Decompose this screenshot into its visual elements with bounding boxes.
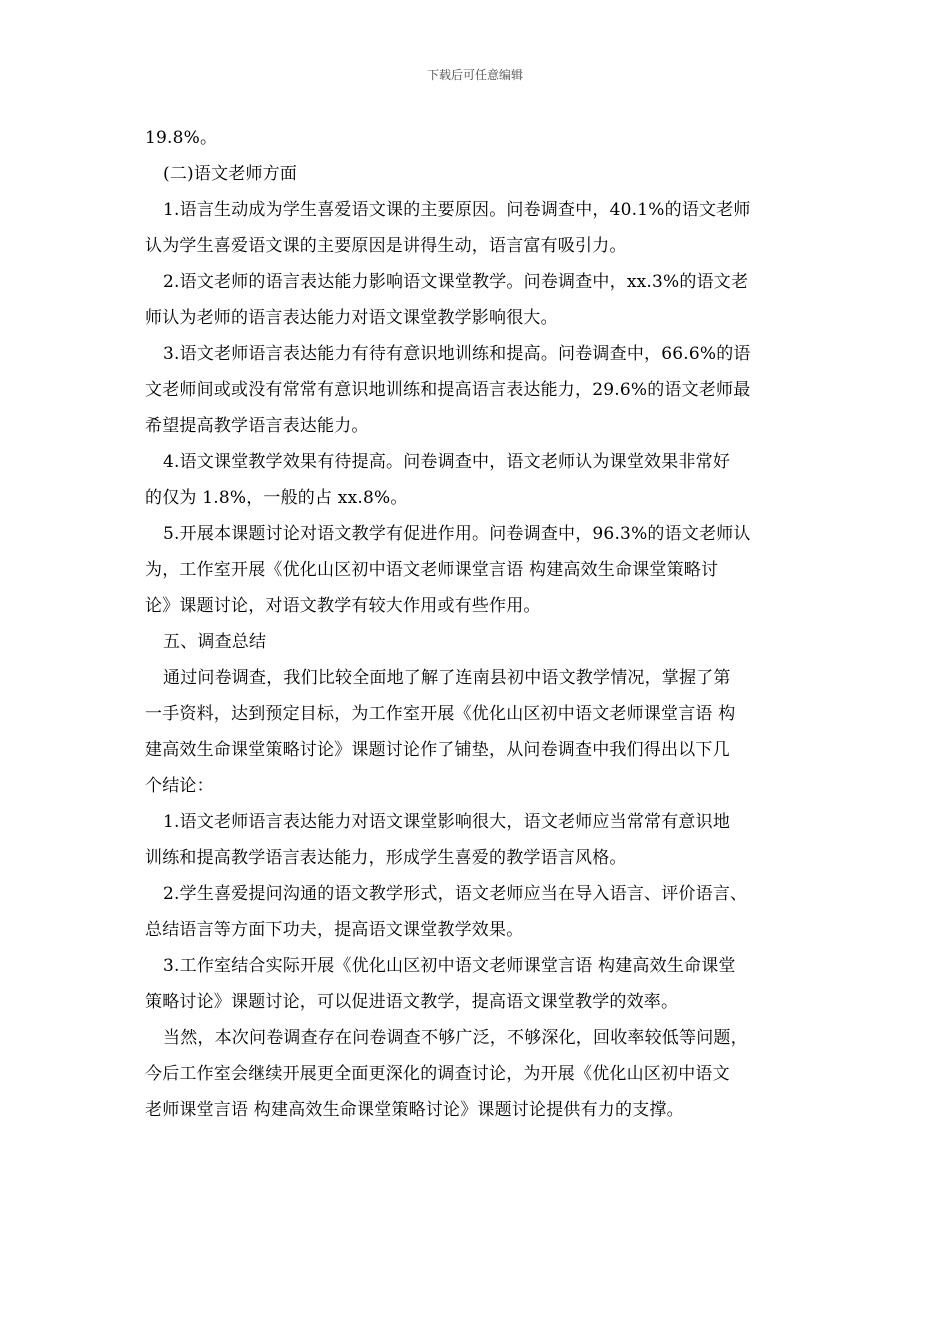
text-line: 3.语文老师语言表达能力有待有意识地训练和提高。问卷调查中，66.6%的语: [163, 344, 751, 364]
text-line: 文老师间或或没有常常有意识地训练和提高语言表达能力，29.6%的语文老师最: [145, 380, 751, 400]
document-body: [145, 120, 825, 1128]
text-line: 4.语文课堂教学效果有待提高。问卷调查中，语文老师认为课堂效果非常好: [163, 452, 731, 472]
text-line: 为，工作室开展《优化山区初中语文老师课堂言语 构建高效生命课堂策略讨: [145, 560, 719, 580]
text-line: 老师课堂言语 构建高效生命课堂策略讨论》课题讨论提供有力的支撑。: [145, 1100, 684, 1120]
text-line: 5.开展本课题讨论对语文教学有促进作用。问卷调查中，96.3%的语文老师认: [163, 524, 751, 544]
text-line: 希望提高教学语言表达能力。: [145, 416, 369, 436]
text-line: 19.8%。: [145, 128, 218, 148]
text-line: 通过问卷调查，我们比较全面地了解了连南县初中语文教学情况，掌握了第: [163, 668, 731, 688]
text-line: 五、调查总结: [163, 632, 267, 652]
text-line: 论》课题讨论，对语文教学有较大作用或有些作用。: [145, 596, 541, 616]
text-line: 2.学生喜爱提问沟通的语文教学形式，语文老师应当在导入语言、评价语言、: [163, 884, 748, 904]
text-line: (二)语文老师方面: [163, 164, 298, 184]
text-line: 当然，本次问卷调查存在问卷调查不够广泛，不够深化，回收率较低等问题，: [163, 1028, 748, 1048]
text-line: 1.语文老师语言表达能力对语文课堂影响很大，语文老师应当常常有意识地: [163, 812, 731, 832]
text-line: 的仅为 1.8%，一般的占 xx.8%。: [145, 488, 408, 508]
text-line: 总结语言等方面下功夫，提高语文课堂教学效果。: [145, 920, 524, 940]
text-line: 2.语文老师的语言表达能力影响语文课堂教学。问卷调查中，xx.3%的语文老: [163, 272, 749, 292]
text-line: 师认为老师的语言表达能力对语文课堂教学影响很大。: [145, 308, 558, 328]
text-line: 个结论：: [145, 776, 214, 796]
text-line: 建高效生命课堂策略讨论》课题讨论作了铺垫，从问卷调查中我们得出以下几: [145, 740, 730, 760]
text-line: 3.工作室结合实际开展《优化山区初中语文老师课堂言语 构建高效生命课堂: [163, 956, 736, 976]
text-line: 训练和提高教学语言表达能力，形成学生喜爱的教学语言风格。: [145, 848, 627, 868]
text-line: 策略讨论》课题讨论，可以促进语文教学，提高语文课堂教学的效率。: [145, 992, 679, 1012]
page-header: 下载后可任意编辑: [426, 68, 523, 82]
text-line: 一手资料，达到预定目标，为工作室开展《优化山区初中语文老师课堂言语 构: [145, 704, 736, 724]
text-line: 今后工作室会继续开展更全面更深化的调查讨论，为开展《优化山区初中语文: [145, 1064, 730, 1084]
text-line: 1.语言生动成为学生喜爱语文课的主要原因。问卷调查中，40.1%的语文老师: [163, 200, 751, 220]
text-line: 认为学生喜爱语文课的主要原因是讲得生动，语言富有吸引力。: [145, 236, 627, 256]
